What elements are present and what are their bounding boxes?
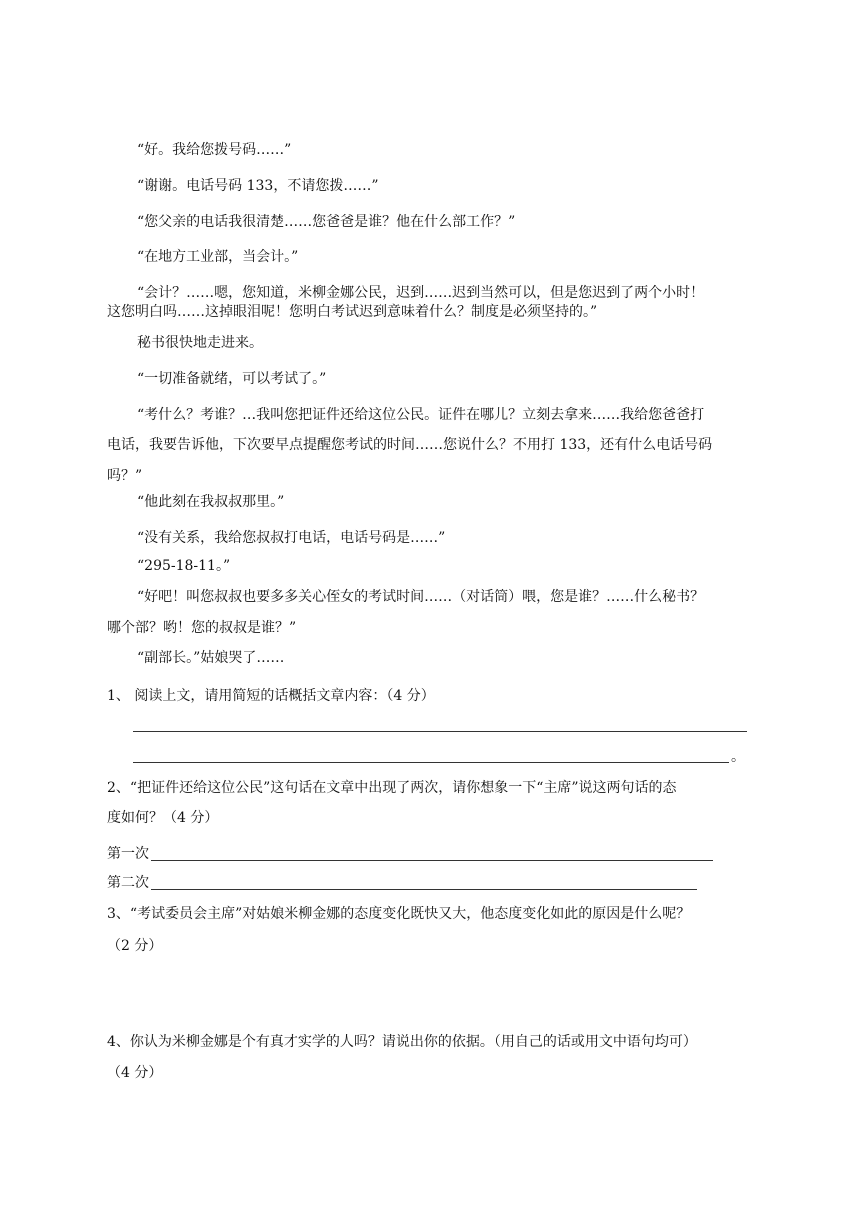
dialogue-line: “没有关系，我给您叔叔打电话，电话号码是……” <box>137 530 446 546</box>
answer-q1-end-mark: 。 <box>731 749 745 765</box>
question-4-line2: （4 分） <box>107 1065 163 1081</box>
dialogue-line: 哪个部？哟！您的叔叔是谁？” <box>107 620 297 636</box>
dialogue-line: “您父亲的电话我很清楚……您爸爸是谁？他在什么部工作？” <box>137 214 516 230</box>
dialogue-line: “好吧！叫您叔叔也要多多关心侄女的考试时间……（对话筒）喂，您是谁？……什么秘书？ <box>137 589 705 605</box>
answer-label-second: 第二次 <box>107 875 149 891</box>
answer-blank-second[interactable] <box>151 889 697 890</box>
question-2-line2: 度如何？（4 分） <box>107 810 219 826</box>
question-3-line1: 3、“考试委员会主席”对姑娘米柳金娜的态度变化既快又大，他态度变化如此的原因是什么呢？ <box>107 906 691 922</box>
dialogue-line: “在地方工业部，当会计。” <box>137 249 299 265</box>
dialogue-line: “一切准备就绪，可以考试了。” <box>137 371 327 387</box>
dialogue-line: “考什么？考谁？…我叫您把证件还给这位公民。证件在哪儿？立刻去拿来……我给您爸爸打 <box>137 407 705 423</box>
answer-blank-q1-line1[interactable] <box>133 731 747 732</box>
dialogue-line: “副部长。”姑娘哭了…… <box>137 650 285 666</box>
dialogue-line: “他此刻在我叔叔那里。” <box>137 494 285 510</box>
dialogue-line: “谢谢。电话号码 133，不请您拨……” <box>137 178 379 194</box>
dialogue-line: “会计？……嗯，您知道，米柳金娜公民，迟到……迟到当然可以，但是您迟到了两个小时！ <box>137 285 705 301</box>
dialogue-line: “好。我给您拨号码……” <box>137 142 292 158</box>
question-1: 1、 阅读上文，请用简短的话概括文章内容：（4 分） <box>107 688 435 704</box>
narration-line: 秘书很快地走进来。 <box>137 335 263 351</box>
dialogue-line: 这您明白吗……这掉眼泪呢！您明白考试迟到意味着什么？制度是必须坚持的。” <box>107 304 598 320</box>
question-4-line1: 4、你认为米柳金娜是个有真才实学的人吗？请说出你的依据。（用自己的话或用文中语句均可） <box>107 1034 697 1050</box>
dialogue-line: 电话，我要告诉他，下次要早点提醒您考试的时间……您说什么？不用打 133，还有什么电话号码 <box>107 437 713 453</box>
question-2-line1: 2、“把证件还给这位公民”这句话在文章中出现了两次，请你想象一下“主席”说这两句话的态 <box>107 780 677 796</box>
dialogue-line: 吗？” <box>107 468 143 484</box>
answer-blank-q1-line2[interactable] <box>133 762 729 763</box>
question-3-line2: （2 分） <box>107 938 163 954</box>
answer-blank-first[interactable] <box>151 860 713 861</box>
answer-label-first: 第一次 <box>107 846 149 862</box>
dialogue-line: “295-18-11。” <box>137 558 231 574</box>
